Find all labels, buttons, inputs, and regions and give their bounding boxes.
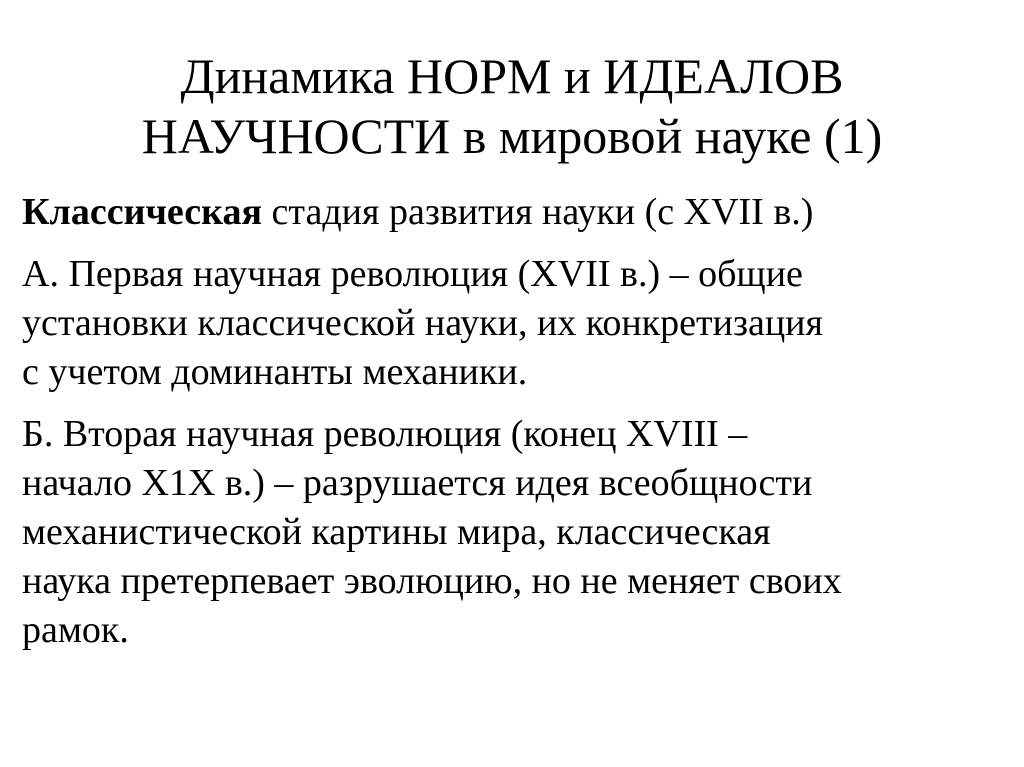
point-a-paragraph — [22, 250, 1012, 397]
point-b-paragraph — [22, 410, 1012, 655]
intro-line — [22, 188, 1012, 237]
intro-rest: стадия развития науки (с XVII в.) — [262, 191, 814, 233]
point-a-line-3: с учетом доминанты механики. — [22, 351, 528, 393]
intro-paragraph — [22, 188, 1012, 237]
point-a-line-2: установки классической науки, их конкретизация — [22, 302, 823, 344]
point-b-line-4: наука претерпевает эволюцию, но не меняет своих — [22, 560, 842, 602]
slide-body — [22, 188, 1012, 668]
point-a-line-1: А. Первая научная революция (XVII в.) – общие — [22, 253, 803, 295]
point-b-line-3: механистической картины мира, классическая — [22, 511, 771, 553]
point-b-line-1: Б. Вторая научная революция (конец XVIII – — [22, 413, 748, 455]
point-b-line-2: начало Х1Х в.) – разрушается идея всеобщности — [22, 462, 813, 504]
intro-bold-term: Классическая — [22, 191, 263, 233]
point-b-line-5: рамок. — [22, 609, 129, 651]
slide-title — [0, 46, 1024, 166]
slide-title-line-1: Динамика НОРМ и ИДЕАЛОВ — [180, 48, 844, 104]
slide-title-line-2: НАУЧНОСТИ в мировой науке (1) — [141, 108, 883, 164]
